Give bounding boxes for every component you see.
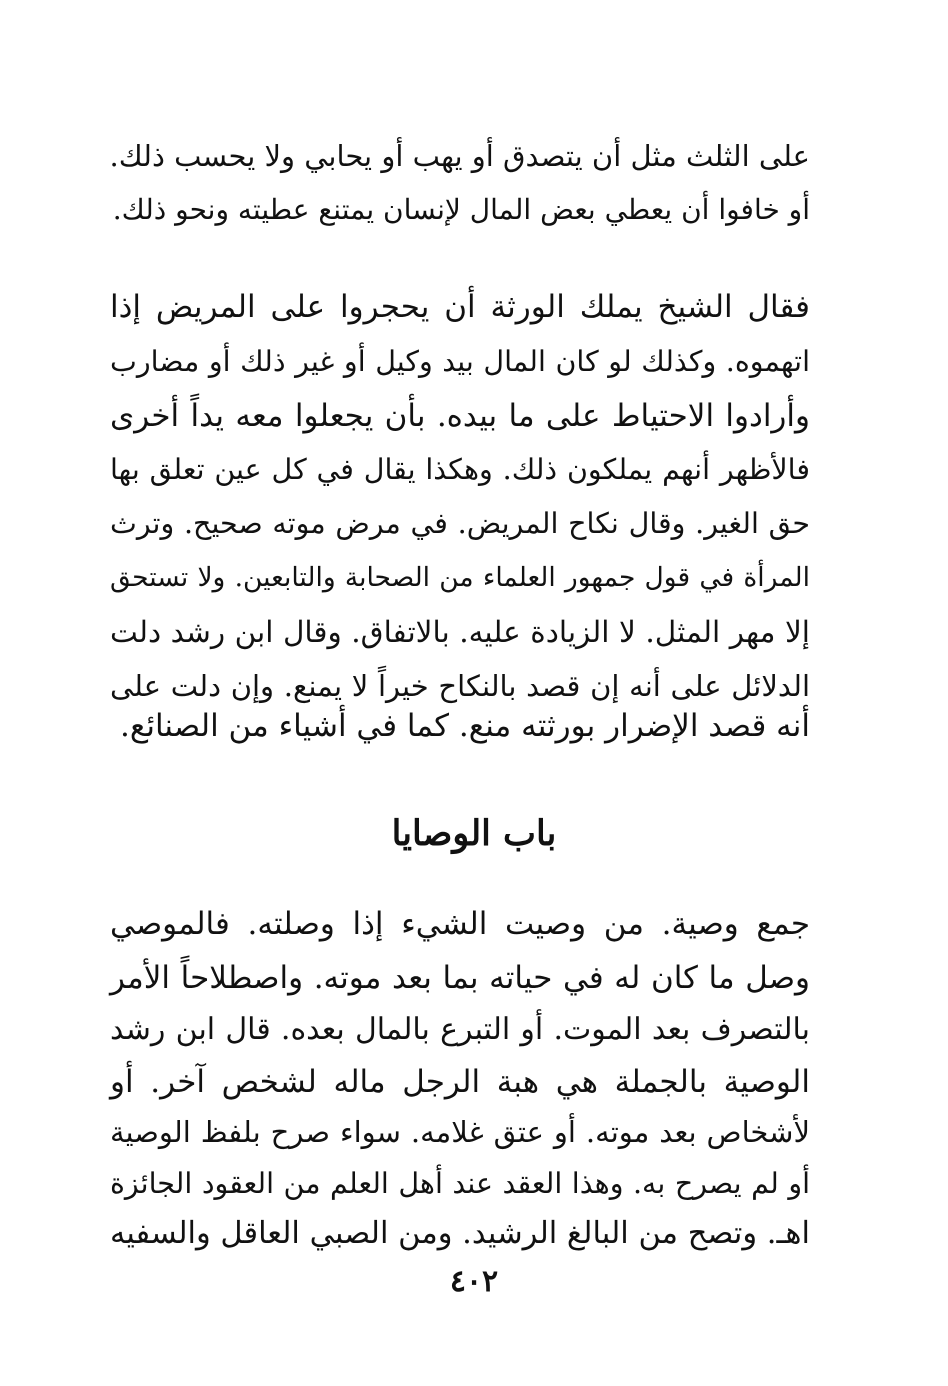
text-line: اهـ. وتصح من البالغ الرشيد. ومن الصبي العاقل والسفيه bbox=[110, 1216, 810, 1251]
text-line: أنه قصد الإضرار بورثته منع. كما في أشياء من الصنائع. bbox=[119, 708, 810, 744]
text-line: المرأة في قول جمهور العلماء من الصحابة والتابعين. ولا تستحق bbox=[110, 562, 810, 593]
text-line: فقال الشيخ يملك الورثة أن يحجروا على المريض إذا bbox=[110, 289, 810, 325]
text-line: بالتصرف بعد الموت. أو التبرع بالمال بعده. قال ابن رشد bbox=[110, 1012, 810, 1047]
text-line: أو خافوا أن يعطي بعض المال لإنسان يمتنع عطيته ونحو ذلك. bbox=[112, 193, 810, 226]
section-heading: باب الوصايا bbox=[391, 813, 557, 854]
text-line: وأرادوا الاحتياط على ما بيده. بأن يجعلوا معه يداً أخرى bbox=[110, 398, 810, 434]
text-line: لأشخاص بعد موته. أو عتق غلامه. سواء صرح بلفظ الوصية bbox=[110, 1115, 810, 1149]
text-line: اتهموه. وكذلك لو كان المال بيد وكيل أو غير ذلك أو مضارب bbox=[110, 345, 810, 378]
text-line: جمع وصية. من وصيت الشيء إذا وصلته. فالموصي bbox=[110, 906, 810, 942]
text-line: على الثلث مثل أن يتصدق أو يهب أو يحابي ولا يحسب ذلك. bbox=[109, 139, 810, 173]
page-number: ٤٠٢ bbox=[449, 1264, 499, 1299]
text-line: الدلائل على أنه إن قصد بالنكاح خيراً لا يمنع. وإن دلت على bbox=[110, 669, 810, 703]
text-line: حق الغير. وقال نكاح المريض. في مرض موته صحيح. وترث bbox=[110, 507, 810, 540]
text-line: وصل ما كان له في حياته بما بعد موته. واصطلاحاً الأمر bbox=[110, 960, 810, 996]
text-line: فالأظهر أنهم يملكون ذلك. وهكذا يقال في كل عين تعلق بها bbox=[110, 453, 810, 486]
text-line: إلا مهر المثل. لا الزيادة عليه. بالاتفاق. وقال ابن رشد دلت bbox=[110, 615, 810, 649]
text-line: أو لم يصرح به. وهذا العقد عند أهل العلم من العقود الجائزة bbox=[110, 1167, 810, 1200]
text-line: الوصية بالجملة هي هبة الرجل ماله لشخص آخر. أو bbox=[110, 1064, 810, 1100]
